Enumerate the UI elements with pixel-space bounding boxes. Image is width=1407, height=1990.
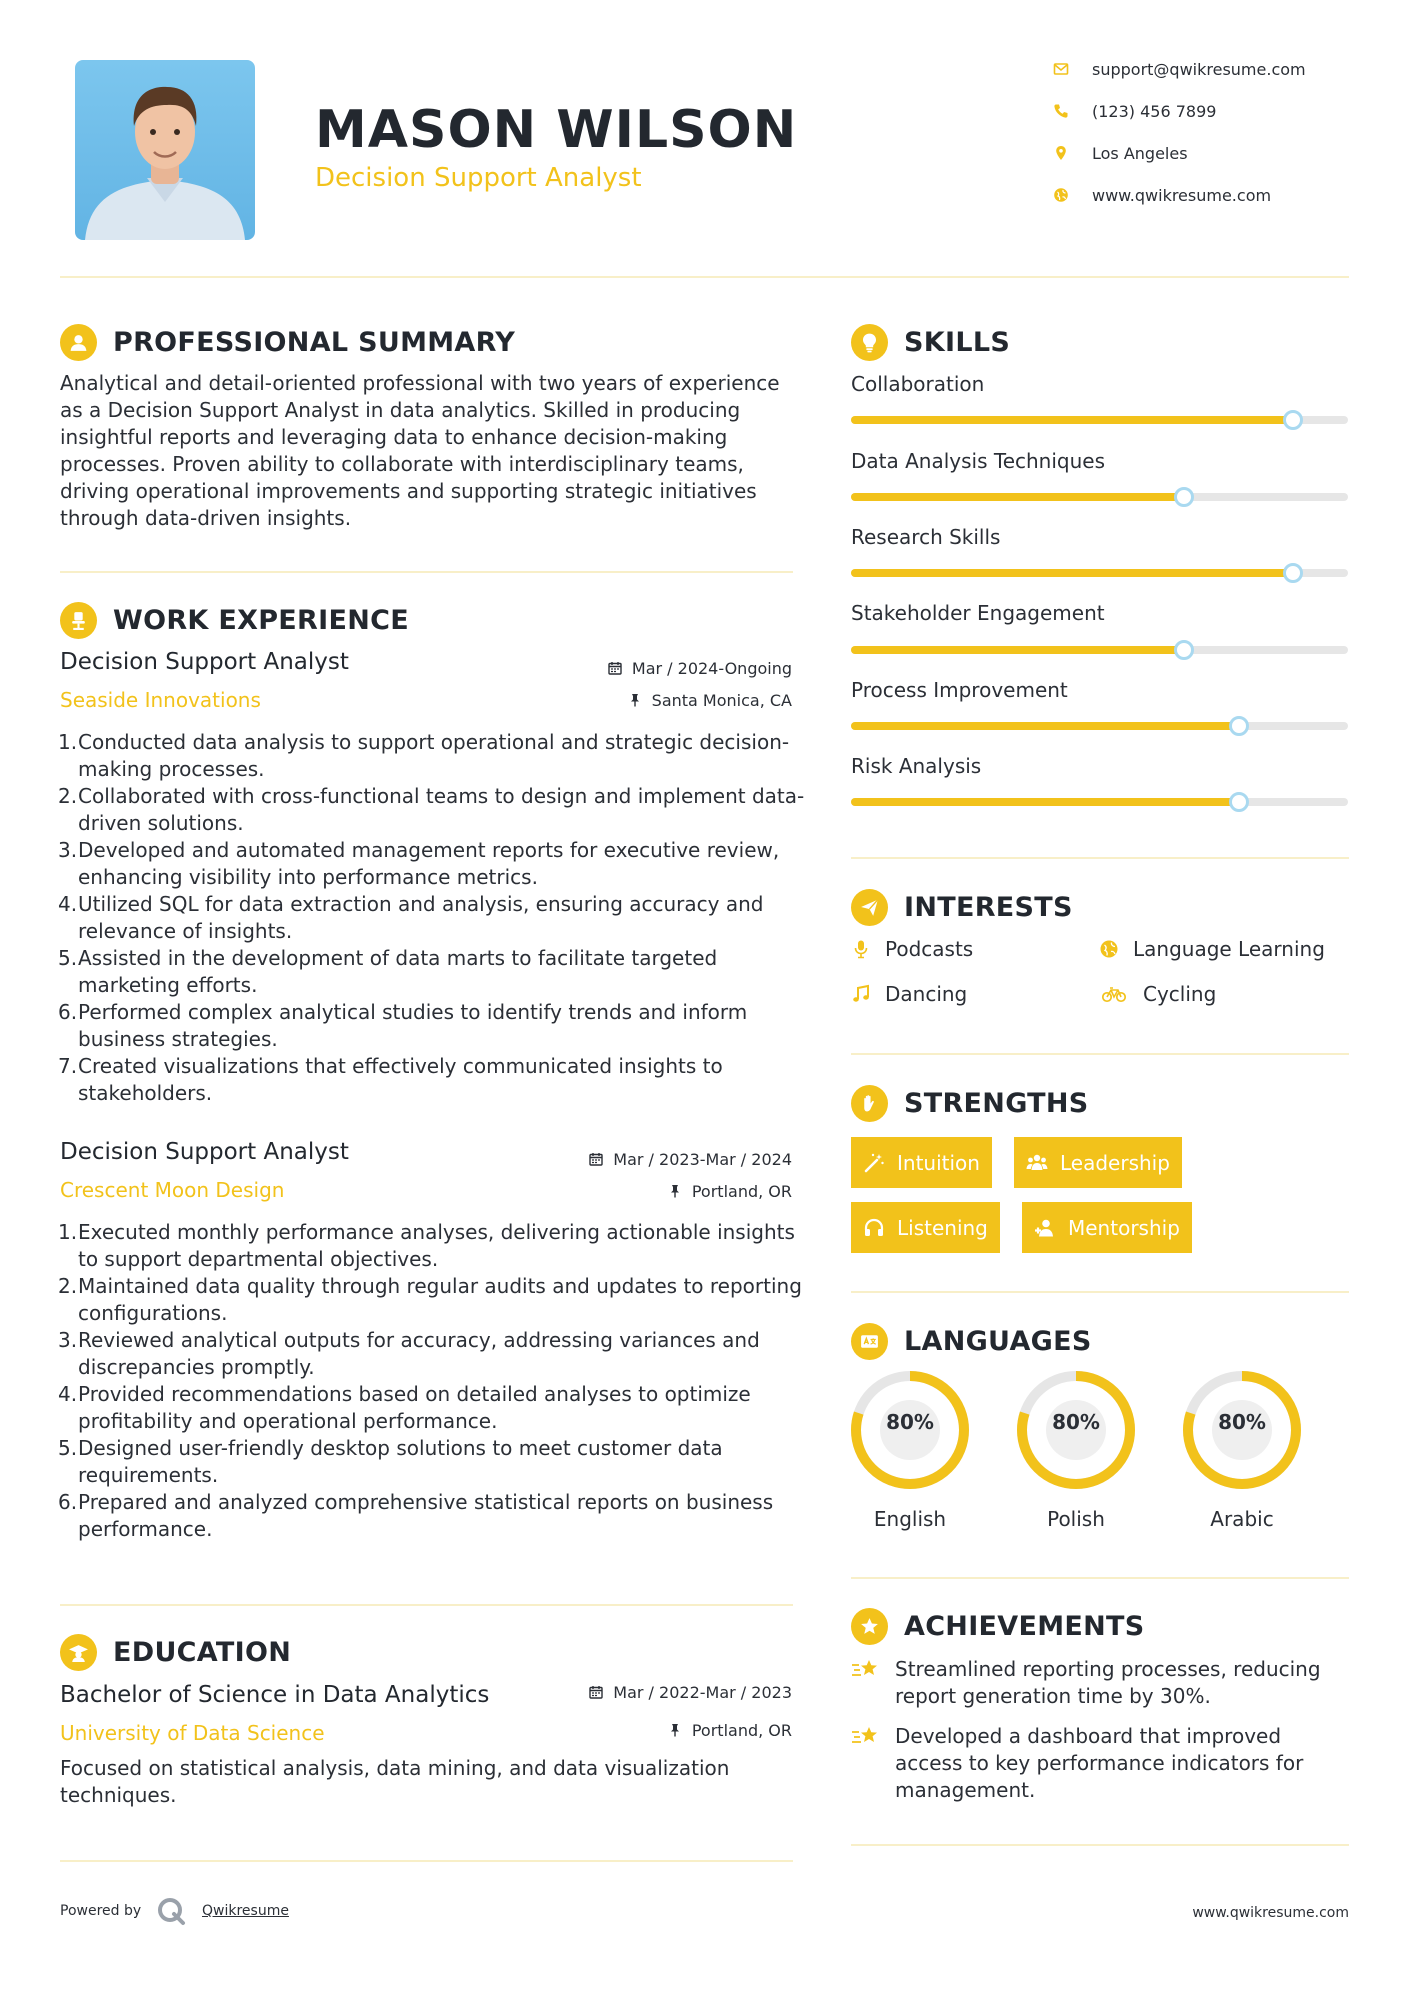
language-item (1181, 1369, 1303, 1531)
list-item: Assisted in the development of data marts to facilitate targeted marketing efforts. (78, 946, 718, 997)
skill-bar (851, 646, 1348, 654)
achievement-item (851, 1656, 1351, 1710)
list-item: Maintained data quality through regular audits and updates to reporting configurations. (78, 1274, 802, 1325)
education-description: Focused on statistical analysis, data mining, and data visualization techniques. (60, 1756, 730, 1807)
graduate-icon (60, 1634, 97, 1671)
location-pin-icon (1052, 144, 1070, 162)
interest-label: Dancing (885, 982, 968, 1006)
skill-bar-handle (1283, 410, 1303, 430)
interests-divider (851, 1053, 1349, 1055)
skill-bar-fill (851, 416, 1293, 424)
skill-bar (851, 722, 1348, 730)
contact-phone[interactable] (1052, 98, 1216, 124)
interests-heading (851, 887, 1073, 927)
add-user-icon (1034, 1217, 1056, 1239)
strength-label: Mentorship (1068, 1215, 1180, 1240)
experience-divider (60, 1604, 793, 1606)
experience-heading (60, 600, 409, 640)
skill-bar (851, 569, 1348, 577)
strength-label: Leadership (1060, 1150, 1170, 1175)
job-company: Seaside Innovations (60, 688, 261, 712)
skill-bar-fill (851, 798, 1239, 806)
contact-email-text: support@qwikresume.com (1092, 59, 1306, 79)
strength-chip (851, 1137, 992, 1188)
chair-icon (60, 602, 97, 639)
job-location-text: Santa Monica, CA (651, 690, 792, 710)
skill-name: Collaboration (851, 372, 985, 396)
list-item: Designed user-friendly desktop solutions to meet customer data requirements. (78, 1436, 723, 1487)
language-percent: 80% (1218, 1410, 1266, 1434)
skill-bar-handle (1229, 716, 1249, 736)
strengths-divider (851, 1291, 1349, 1293)
calendar-icon (589, 1685, 603, 1699)
list-item: Developed and automated management reports for executive review, enhancing visibility into performance metrics. (78, 838, 780, 889)
skill-bar (851, 493, 1348, 501)
shooting-star-icon (851, 1657, 881, 1683)
achievement-text: Streamlined reporting processes, reducing report generation time by 30%. (895, 1657, 1321, 1708)
education-degree: Bachelor of Science in Data Analytics (60, 1682, 490, 1708)
interest-label: Podcasts (885, 937, 974, 961)
interest-item (1099, 979, 1216, 1009)
strengths-heading (851, 1083, 1089, 1123)
powered-by-label: Powered by (60, 1903, 142, 1919)
job-title: Decision Support Analyst (60, 1139, 349, 1165)
contact-website[interactable] (1052, 182, 1271, 208)
star-badge-icon (851, 1608, 888, 1645)
achievement-item (851, 1723, 1351, 1804)
candidate-name: MASON WILSON (315, 100, 798, 160)
education-dates-text: Mar / 2022-Mar / 2023 (613, 1682, 792, 1702)
list-item: Reviewed analytical outputs for accuracy, addressing variances and discrepancies promptly. (78, 1328, 760, 1379)
job-company: Crescent Moon Design (60, 1178, 285, 1202)
languages-heading (851, 1321, 1092, 1361)
list-item: Executed monthly performance analyses, delivering actionable insights to support departmental objectives. (78, 1220, 795, 1271)
experience-title: WORK EXPERIENCE (113, 604, 409, 636)
header-divider (60, 276, 1349, 278)
summary-heading (60, 322, 515, 362)
skills-divider (851, 857, 1349, 859)
list-item: Created visualizations that effectively communicated insights to stakeholders. (78, 1054, 723, 1105)
language-name: Arabic (1210, 1507, 1274, 1531)
education-divider (60, 1860, 793, 1862)
strengths-title: STRENGTHS (904, 1087, 1089, 1119)
music-note-icon (851, 984, 871, 1004)
interest-label: Cycling (1143, 982, 1217, 1006)
skill-bar (851, 798, 1348, 806)
contact-email[interactable] (1052, 56, 1306, 82)
job-dates (589, 1148, 792, 1170)
job-dates-text: Mar / 2023-Mar / 2024 (613, 1149, 792, 1169)
list-item: Prepared and analyzed comprehensive statistical reports on business performance. (78, 1490, 774, 1541)
strength-chip (1014, 1137, 1182, 1188)
achievements-title: ACHIEVEMENTS (904, 1610, 1145, 1642)
skill-name: Stakeholder Engagement (851, 601, 1105, 625)
skill-bar-handle (1174, 640, 1194, 660)
bicycle-icon (1099, 984, 1129, 1004)
achievements-divider (851, 1844, 1349, 1846)
pushpin-icon (668, 1184, 682, 1198)
job-dates (608, 657, 792, 679)
achievement-text: Developed a dashboard that improved access to key performance indicators for management. (895, 1724, 1304, 1802)
skill-name: Process Improvement (851, 678, 1068, 702)
job-title: Decision Support Analyst (60, 649, 349, 675)
achievements-heading (851, 1606, 1145, 1646)
skills-heading (851, 322, 1010, 362)
job-bullets (60, 1219, 805, 1543)
skill-bar-handle (1229, 792, 1249, 812)
language-item (849, 1369, 971, 1531)
calendar-icon (589, 1152, 603, 1166)
education-location (668, 1719, 792, 1741)
language-name: English (873, 1507, 947, 1531)
pushpin-icon (628, 693, 642, 707)
lightbulb-icon (851, 324, 888, 361)
education-dates (589, 1681, 792, 1703)
skill-bar-fill (851, 493, 1184, 501)
education-location-text: Portland, OR (691, 1720, 792, 1740)
skill-bar-handle (1174, 487, 1194, 507)
education-title: EDUCATION (113, 1636, 292, 1668)
shooting-star-icon (851, 1724, 881, 1750)
interests-title: INTERESTS (904, 891, 1073, 923)
job-location-text: Portland, OR (691, 1181, 792, 1201)
microphone-icon (851, 939, 871, 959)
job-location (668, 1180, 792, 1202)
summary-divider (60, 571, 793, 573)
contact-location-text: Los Angeles (1092, 143, 1188, 163)
headphones-icon (863, 1217, 885, 1239)
job-dates-text: Mar / 2024-Ongoing (631, 658, 792, 678)
skill-name: Risk Analysis (851, 754, 982, 778)
strength-chip (851, 1202, 1000, 1253)
education-school: University of Data Science (60, 1721, 325, 1745)
job-location (628, 689, 792, 711)
magic-wand-icon (863, 1152, 885, 1174)
candidate-job-title: Decision Support Analyst (315, 163, 642, 193)
language-name: Polish (1047, 1507, 1105, 1531)
hand-icon (851, 1085, 888, 1122)
strength-label: Intuition (897, 1150, 980, 1175)
list-item: Conducted data analysis to support operational and strategic decision-making processes. (78, 730, 790, 781)
language-item (1015, 1369, 1137, 1531)
globe-icon (1099, 939, 1119, 959)
skill-bar (851, 416, 1348, 424)
user-icon (60, 324, 97, 361)
list-item: Utilized SQL for data extraction and analysis, ensuring accuracy and relevance of insights. (78, 892, 764, 943)
summary-text: Analytical and detail-oriented professional with two years of experience as a Decision Support Analyst in data analytics. Skilled in producing insightful reports and leveraging data to enhance decision-making processes. Proven ability to collaborate with interdisciplinary teams, driving operational improvements and supporting strategic initiatives through data-driven insights. (60, 371, 780, 530)
interest-item (851, 979, 967, 1009)
strength-chip (1022, 1202, 1192, 1253)
skill-bar-fill (851, 569, 1293, 577)
group-icon (1026, 1152, 1048, 1174)
contact-phone-text: (123) 456 7899 (1092, 101, 1217, 121)
summary-title: PROFESSIONAL SUMMARY (113, 326, 516, 358)
education-heading (60, 1632, 291, 1672)
calendar-icon (608, 661, 622, 675)
languages-divider (851, 1577, 1349, 1579)
job-bullets (60, 729, 805, 1107)
skill-bar-fill (851, 722, 1239, 730)
interest-item (851, 934, 973, 964)
interest-item (1099, 934, 1325, 964)
skill-bar-fill (851, 646, 1184, 654)
footer-website[interactable]: www.qwikresume.com (1192, 1905, 1349, 1921)
email-icon (1052, 60, 1070, 78)
phone-icon (1052, 102, 1070, 120)
list-item: Collaborated with cross-functional teams to design and implement data-driven solutions. (78, 784, 805, 835)
profile-photo (75, 60, 255, 240)
language-percent: 80% (886, 1410, 934, 1434)
contact-location (1052, 140, 1188, 166)
languages-title: LANGUAGES (904, 1325, 1092, 1357)
language-card-icon (851, 1323, 888, 1360)
qwikresume-logo-icon[interactable] (156, 1896, 186, 1926)
list-item: Performed complex analytical studies to identify trends and inform business strategies. (78, 1000, 748, 1051)
skills-title: SKILLS (904, 326, 1011, 358)
strength-label: Listening (897, 1215, 988, 1240)
globe-icon (1052, 186, 1070, 204)
contact-website-text: www.qwikresume.com (1092, 185, 1272, 205)
pushpin-icon (668, 1723, 682, 1737)
qwikresume-link[interactable]: Qwikresume (202, 1903, 289, 1919)
skill-name: Data Analysis Techniques (851, 449, 1105, 473)
interest-label: Language Learning (1133, 937, 1325, 961)
skill-name: Research Skills (851, 525, 1001, 549)
list-item: Provided recommendations based on detailed analyses to optimize profitability and operational performance. (78, 1382, 751, 1433)
skill-bar-handle (1283, 563, 1303, 583)
paper-plane-icon (851, 889, 888, 926)
language-percent: 80% (1052, 1410, 1100, 1434)
